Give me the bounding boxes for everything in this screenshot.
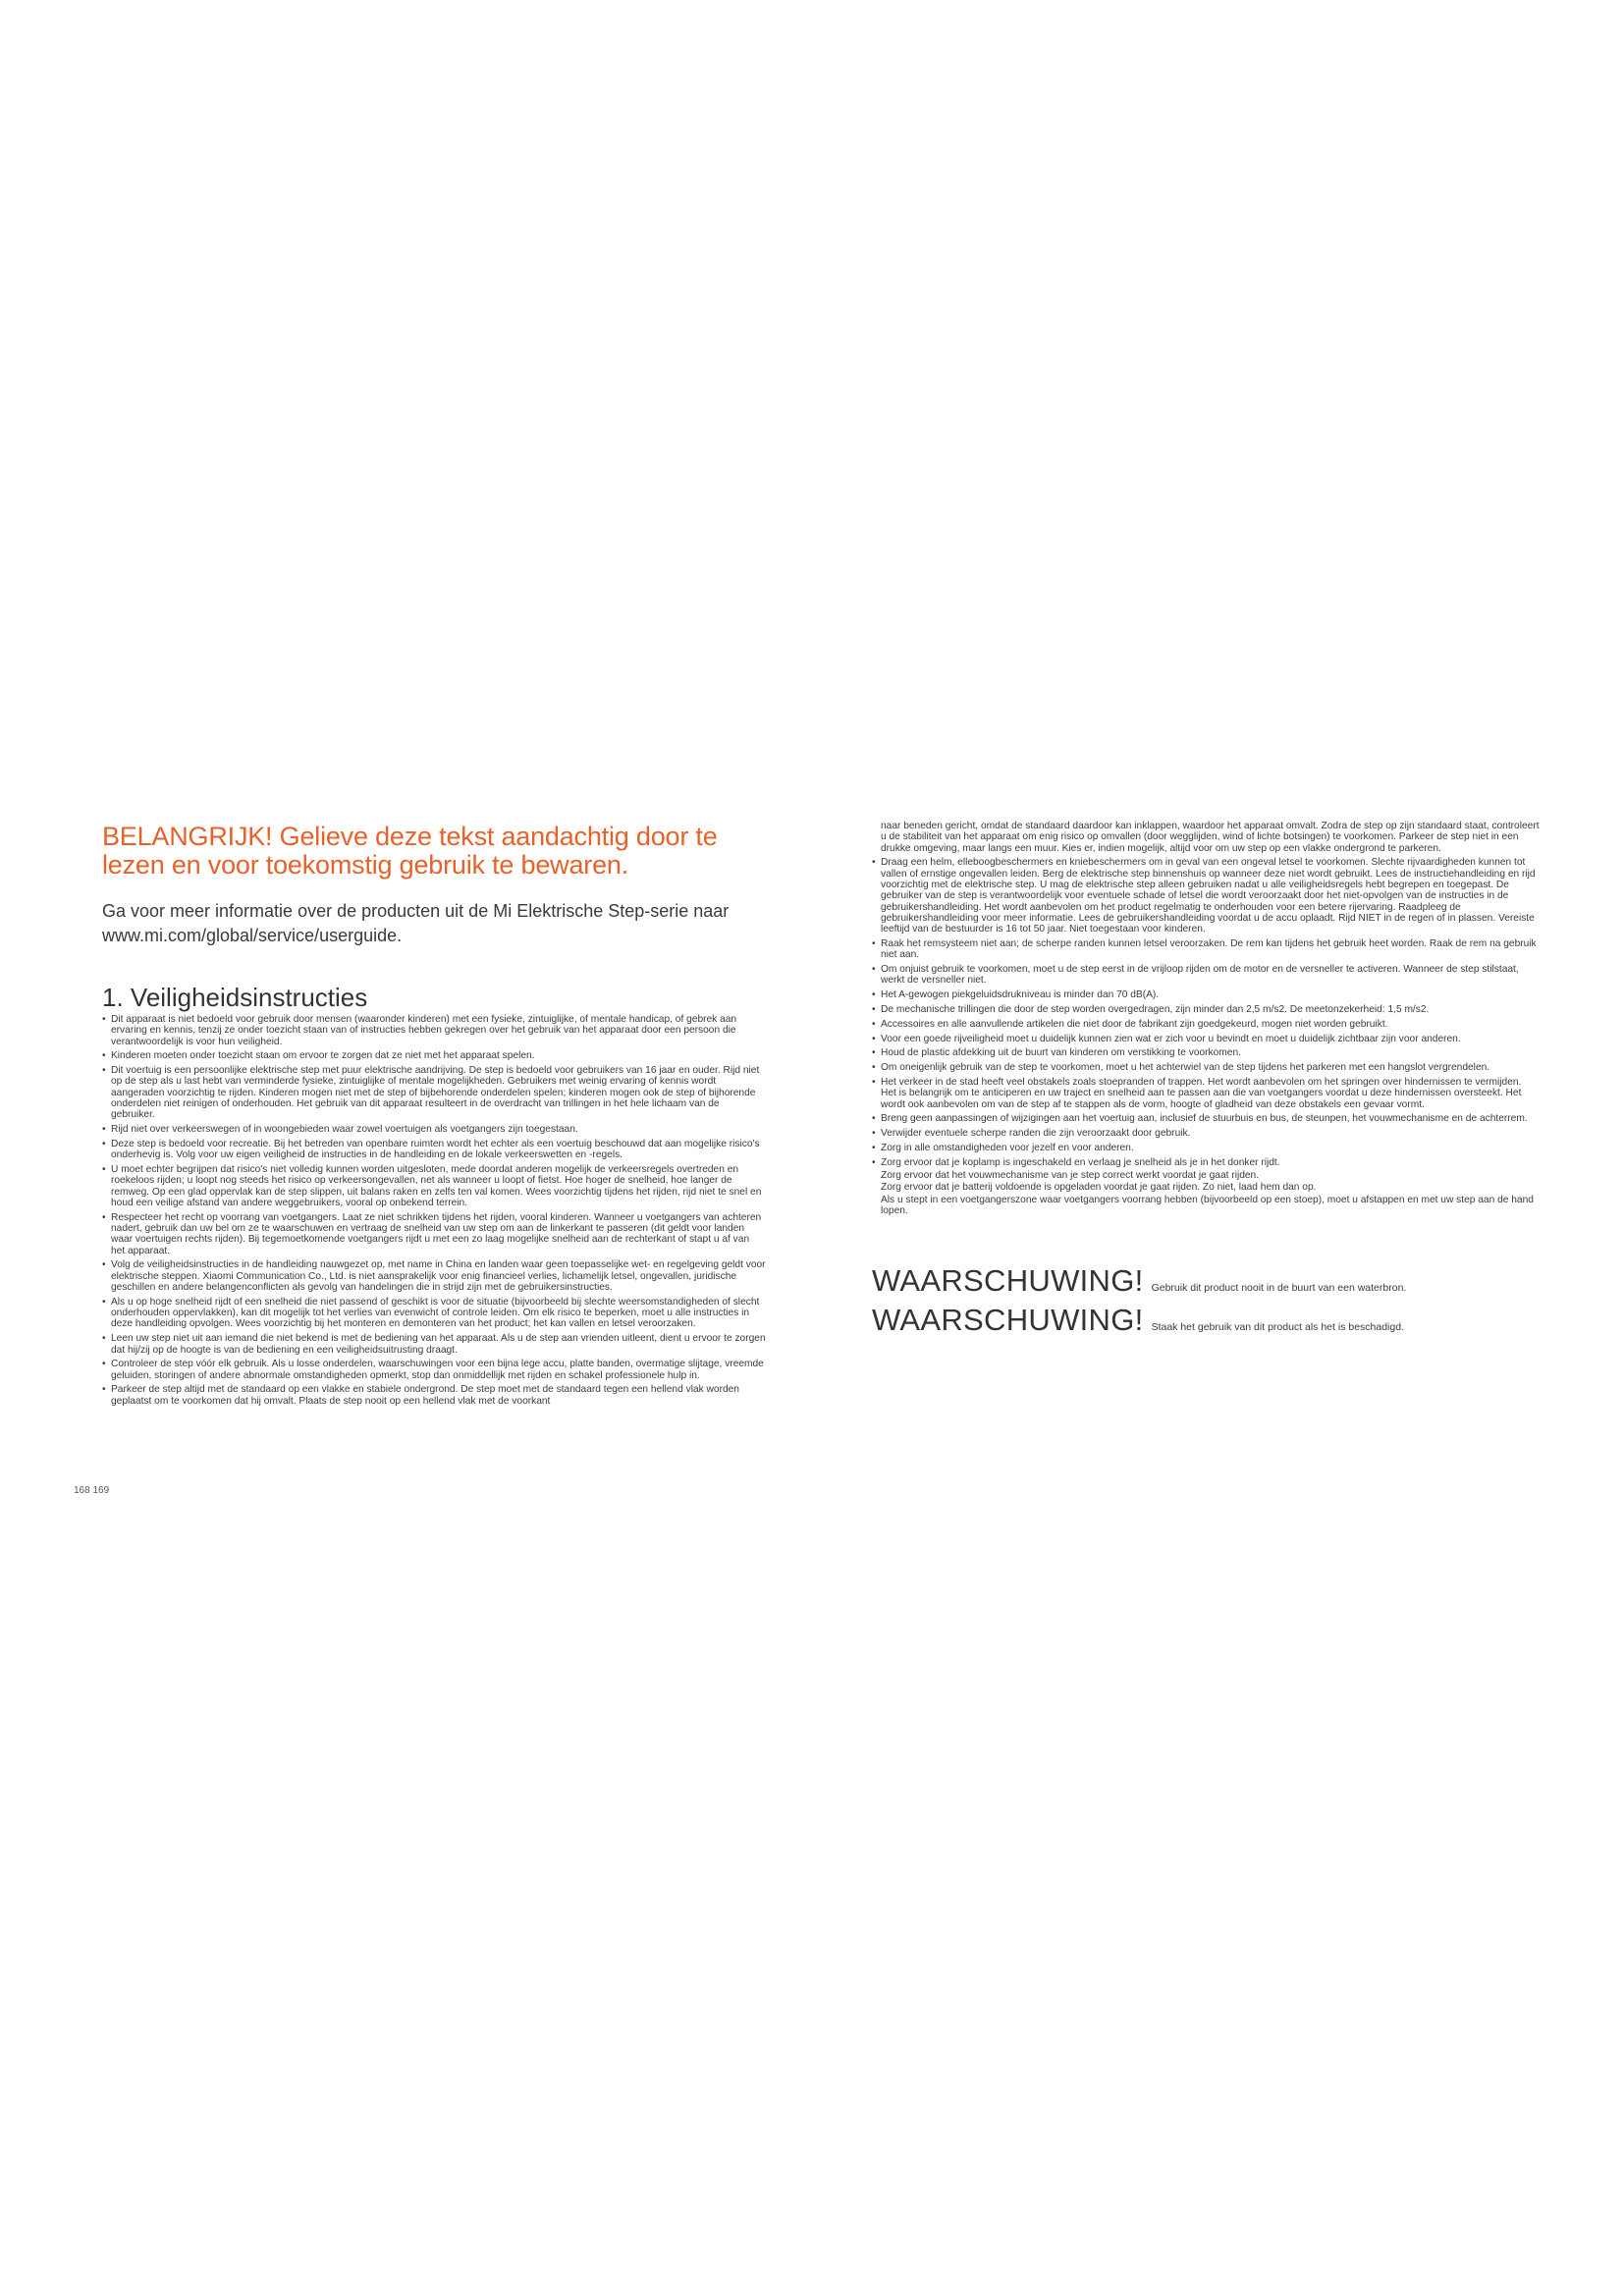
list-item: • Draag een helm, elleboogbeschermers en kniebeschermers om in geval van een ongeval letsel te voorkomen. Slechte rijvaardigheden kunnen tot vallen of ernstige ongevallen leiden. Berg de elektrische step binnenshuis op wanneer deze niet wordt gebruikt. Lees de instructiehandleiding en rijd voorzichtig met de elektrische step. U mag de elektrische step alleen gebruiken nadat u alle veiligheidsregels hebt begrepen en toegepast. De gebruiker van de step is verantwoordelijk voor eventuele schade of letsel die wordt veroorzaakt door het niet-opvolgen van de instructies in de gebruikershandleiding. Het wordt aanbevolen om het product regelmatig te onderhouden voor een betere rijervaring. Raadpleeg de gebruikershandleiding voor meer informatie. Lees de gebruikershandleiding voordat u de accu oplaadt. Rijd NIET in de regen of in plassen. Vereiste leeftijd van de bestuurder is 16 tot 50 jaar. Niet toegestaan voor kinderen.	[872, 857, 1540, 934]
list-item: Zorg ervoor dat het vouwmechanisme van je step correct werkt voordat je gaat rijden.	[881, 1169, 1260, 1181]
list-item: naar beneden gericht, omdat de standaard daardoor kan inklappen, waardoor het apparaat omvalt. Zodra de step op zijn standaard staat, controleert u de stabiliteit van het apparaat om enig risico op omvallen (door wegglijden, wind of lichte botsingen) te voorkomen. Parkeer de step niet in een drukke omgeving, maar langs een muur. Kies er, indien mogelijk, altijd voor om uw step op een vlakke ondergrond te parkeren.	[881, 821, 1540, 854]
list-item: • Zorg in alle omstandigheden voor jezelf en voor anderen.	[872, 1143, 1540, 1153]
list-item: • Dit apparaat is niet bedoeld voor gebruik door mensen (waaronder kinderen) met een fysieke, zintuiglijke, of mentale handicap, of gebrek aan ervaring en kennis, tenzij ze onder toezicht staan van of instructies hebben gekregen over het gebruik van het apparaat door een persoon die verantwoordelijk is voor hun veiligheid.	[102, 1014, 766, 1047]
list-item: • Houd de plastic afdekking uit de buurt van kinderen om verstikking te voorkomen.	[872, 1047, 1540, 1058]
list-item: • Voor een goede rijveiligheid moet u duidelijk kunnen zien wat er zich voor u bevindt en moet u duidelijk zichtbaar zijn voor anderen.	[872, 1034, 1540, 1044]
warnings-block	[872, 1264, 1540, 1337]
warning-title: WAARSCHUWING!	[872, 1262, 1144, 1298]
warning-line	[872, 1264, 1540, 1298]
list-item: • Rijd niet over verkeerswegen of in woongebieden waar zowel voertuigen als voetgangers zijn toegestaan.	[102, 1124, 766, 1135]
list-item: • Verwijder eventuele scherpe randen die zijn veroorzaakt door gebruik.	[872, 1128, 1540, 1139]
list-item: • Leen uw step niet uit aan iemand die niet bekend is met de bediening van het apparaat. Als u de step aan vrienden uitleent, dient u ervoor te zorgen dat hij/zij op de hoogte is van de bediening en een veiligheidsuitrusting draagt.	[102, 1333, 766, 1356]
list-item: • Het A-gewogen piekgeluidsdrukniveau is minder dan 70 dB(A).	[872, 989, 1540, 1000]
list-item: • Als u op hoge snelheid rijdt of een snelheid die niet passend of geschikt is voor de situatie (bijvoorbeeld bij slechte weersomstandigheden of slecht onderhouden oppervlakken), kan dit mogelijk tot het verlies van evenwicht of controle leiden. Om elk risico te beperken, moet u alle instructies in deze handleiding opvolgen. Wees voorzichtig bij het monteren en demonteren van het product; het kan vallen en letsel veroorzaken.	[102, 1297, 766, 1330]
list-item: Als u stept in een voetgangerszone waar voetgangers voorrang hebben (bijvoorbeeld op een stoep), moet u afstappen en met uw step aan de hand lopen.	[881, 1195, 1534, 1217]
page-numbers: 168 169	[74, 1485, 110, 1496]
important-headline: BELANGRIJK! Gelieve deze tekst aandachtig door te lezen en voor toekomstig gebruik te bewaren.	[102, 822, 718, 880]
list-item: • Volg de veiligheidsinstructies in de handleiding nauwgezet op, met name in China en landen waar geen toepasselijke wet- en regelgeving geldt voor elektrische steppen. Xiaomi Communication Co., Ltd. is niet aansprakelijk voor enig financieel verlies, lichamelijk letsel, ongevallen, juridische geschillen en andere belangenconflicten als gevolg van handelingen die in strijd zijn met de gebruikersinstructies.	[102, 1259, 766, 1293]
safety-list-right	[872, 821, 1540, 1217]
list-item: • Om onjuist gebruik te voorkomen, moet u de step eerst in de vrijloop rijden om de motor en de versneller te activeren. Wanneer de step stilstaat, werkt de versneller niet.	[872, 964, 1540, 987]
list-item: • Dit voertuig is een persoonlijke elektrische step met puur elektrische aandrijving. De step is bedoeld voor gebruikers van 16 jaar en ouder. Rijd niet op de step als u last hebt van verminderde fysieke, zintuiglijke of mentale mogelijkheden. Gebruikers met weinig ervaring of kennis wordt aangeraden voorzichtig te rijden. Kinderen mogen niet met de step of bijbehorende onderdelen spelen; kinderen mogen ook de step of bijhorende onderdelen niet reinigen of onderhouden. Het gebruik van dit apparaat resulteert in de overdracht van trillingen in het hele lichaam van de gebruiker.	[102, 1065, 766, 1120]
list-item: • Zorg ervoor dat je koplamp is ingeschakeld en verlaag je snelheid als je in het donker rijdt.	[872, 1157, 1540, 1168]
warning-text: Staak het gebruik van dit product als het is beschadigd.	[1151, 1320, 1404, 1333]
intro-paragraph: Ga voor meer informatie over de producten uit de Mi Elektrische Step-serie naar www.mi.com/global/service/userguide.	[102, 901, 730, 945]
list-item: • Controleer de step vóór elk gebruik. Als u losse onderdelen, waarschuwingen voor een bijna lege accu, platte banden, overmatige slijtage, vreemde geluiden, storingen of andere abnormale omstandigheden opmerkt, stop dan onmiddellijk met rijden en schakel professionele hulp in.	[102, 1359, 766, 1381]
list-item: Zorg ervoor dat je batterij voldoende is opgeladen voordat je gaat rijden. Zo niet, laad hem dan op.	[881, 1182, 1317, 1194]
list-item: • U moet echter begrijpen dat risico's niet volledig kunnen worden uitgesloten, mede doordat anderen mogelijk de verkeersregels overtreden en roekeloos rijden; u loopt nog steeds het risico op verkeersongevallen, net als wanneer u loopt of fietst. Hoe hoger de snelheid, hoe langer de remweg. Op een glad oppervlak kan de step slippen, uit balans raken en zelfs ten val komen. Wees voorzichtig tijdens het rijden, rijd niet te snel en houd een veilige afstand van andere weggebruikers, vooral op onbekend terrein.	[102, 1164, 766, 1208]
warning-line	[872, 1304, 1540, 1337]
left-column	[102, 823, 766, 1411]
safety-list-left	[102, 1014, 766, 1407]
list-item: • De mechanische trillingen die door de step worden overgedragen, zijn minder dan 2,5 m/s2. De meetonzekerheid: 1,5 m/s2.	[872, 1004, 1540, 1015]
right-column	[872, 823, 1540, 1343]
section-title: 1. Veiligheidsinstructies	[102, 983, 368, 1012]
list-item: • Parkeer de step altijd met de standaard op een vlakke en stabiele ondergrond. De step moet met de standaard tegen een hellend vlak worden geplaatst om te voorkomen dat hij omvalt. Plaats de step nooit op een hellend vlak met de voorkant	[102, 1384, 766, 1407]
list-item: • Om oneigenlijk gebruik van de step te voorkomen, moet u het achterwiel van de step tijdens het parkeren met een hangslot vergrendelen.	[872, 1062, 1540, 1073]
warning-text: Gebruik dit product nooit in de buurt van een waterbron.	[1151, 1281, 1407, 1294]
warning-title: WAARSCHUWING!	[872, 1302, 1144, 1337]
list-item: • Het verkeer in de stad heeft veel obstakels zoals stoepranden of trappen. Het wordt aanbevolen om het springen over hindernissen te vermijden. Het is belangrijk om te anticiperen en uw traject en snelheid aan te passen aan die van voetgangers voordat u deze hindernissen oversteekt. Het wordt ook aanbevolen om van de step af te stappen als de vorm, hoogte of gladheid van deze obstakels een gevaar vormt.	[872, 1077, 1540, 1110]
list-item: • Respecteer het recht op voorrang van voetgangers. Laat ze niet schrikken tijdens het rijden, vooral kinderen. Wanneer u voetgangers van achteren nadert, gebruik dan uw bel om ze te waarschuwen en vertraag de snelheid van uw step om aan de linkerkant te passeren (dit geldt voor landen waar voertuigen rechts rijden). Bij tegemoetkomende voetgangers rijdt u met een zo laag mogelijke snelheid aan de rechterkant of stapt u af van het apparaat.	[102, 1212, 766, 1256]
list-item: • Breng geen aanpassingen of wijzigingen aan het voertuig aan, inclusief de stuurbuis en bus, de steunpen, het vouwmechanisme en de achterrem.	[872, 1113, 1540, 1124]
list-item: • Accessoires en alle aanvullende artikelen die niet door de fabrikant zijn goedgekeurd, mogen niet worden gebruikt.	[872, 1019, 1540, 1030]
list-item: • Kinderen moeten onder toezicht staan om ervoor te zorgen dat ze niet met het apparaat spelen.	[102, 1050, 766, 1061]
list-item: • Raak het remsysteem niet aan; de scherpe randen kunnen letsel veroorzaken. De rem kan tijdens het gebruik heet worden. Raak de rem na gebruik niet aan.	[872, 938, 1540, 961]
list-item: • Deze step is bedoeld voor recreatie. Bij het betreden van openbare ruimten wordt het echter als een voertuig beschouwd dat aan mogelijke risico's onderhevig is. Volg voor uw eigen veiligheid de instructies in de handleiding en de lokale verkeerswetten en -regels.	[102, 1139, 766, 1161]
